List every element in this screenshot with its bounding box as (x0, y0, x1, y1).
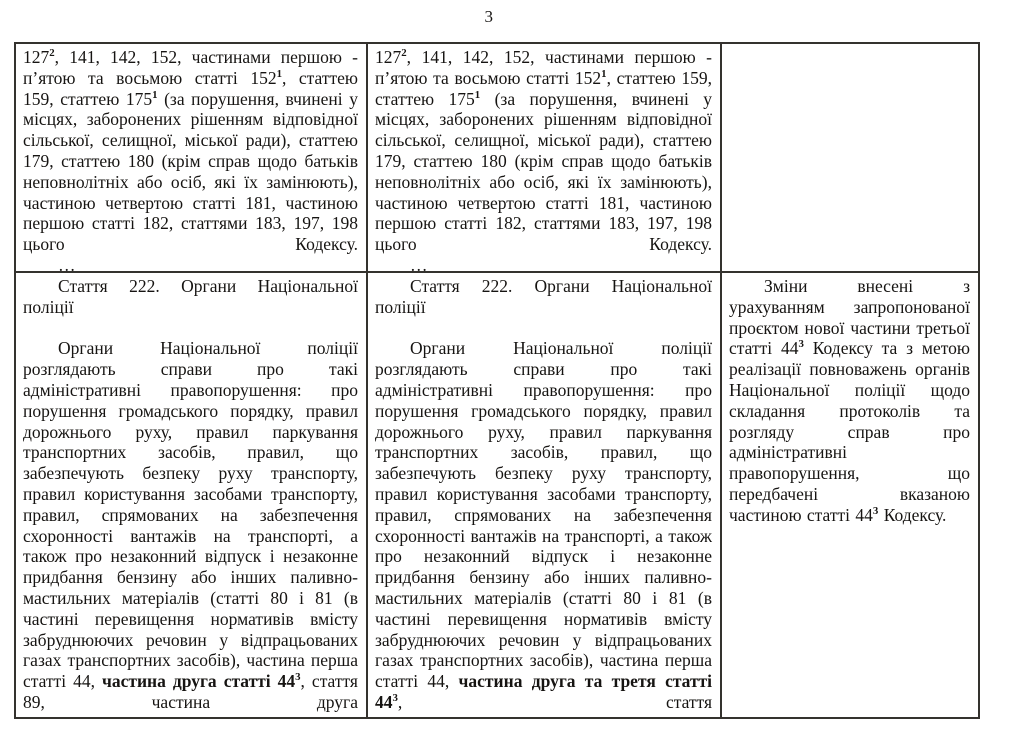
paragraph (375, 276, 712, 318)
paragraph (375, 47, 712, 255)
paragraph (23, 276, 358, 318)
blank-line (375, 318, 712, 339)
superscript-index: 1 (474, 88, 481, 101)
text-run: 175 (125, 88, 153, 109)
table-cell-row2-proposed-code (368, 273, 722, 717)
text-run: 152 (574, 67, 602, 88)
text-run: 127 (375, 47, 402, 67)
text-run: Органи Національної поліції розглядають справи про такі адміністративні правопорушення: про порушення громадського порядку, правил дорожнього руху, правил паркування транспортних засобів, правил, що забезпечують безпеку руху транспорту, правил користування засобами транспорту, правил, спрямованих на забезпечення схоронності вантажів на транспорті, а також про незаконний відпуск і незаконне придбання бензину або інших паливно-мастильних матеріалів (статті 80 і 81 (в частині перевищення нормативів вмісту забруднюючих речовин у відпрацьованих газах транспортних засобів), частина перша статті 44, (23, 338, 358, 692)
superscript-index: 3 (872, 504, 879, 517)
paragraph (729, 276, 970, 526)
table-cell-row1-current-code (16, 44, 368, 273)
superscript-index: 1 (152, 88, 158, 101)
text-run: 127 (23, 47, 50, 67)
text-run: , статтею 159, статтею (375, 67, 712, 109)
superscript-index: 1 (601, 67, 607, 80)
text-run: Органи Національної поліції розглядають справи про такі адміністративні правопорушення: про порушення громадського порядку, правил дорожнього руху, правил паркування транспортних засобів, правил, що забезпечують безпеку руху транспорту, правил користування засобами транспорту, правил, спрямованих на забезпечення схоронності вантажів на транспорті, а також про незаконний відпуск і незаконне придбання бензину або інших паливно-мастильних матеріалів (статті 80 і 81 (в частині перевищення нормативів вмісту забруднюючих речовин у відпрацьованих газах транспортних засобів), частина перша статті 44, (375, 338, 712, 692)
text-run: 152 (250, 67, 277, 88)
superscript-index: 2 (401, 47, 407, 60)
superscript-index: 3 (798, 338, 804, 351)
text-run: частина друга та третя статті 44 (375, 671, 712, 712)
paragraph (375, 255, 712, 273)
text-run: Стаття 222. Органи Національної поліції (375, 276, 712, 317)
paragraph (23, 338, 358, 712)
text-run: (за порушення, вчинені у місцях, заборонених рішенням відповідної сільської, селищної, міської ради), статтею 179, статтею 180 (крім справ щодо батьків неповнолітніх або осіб, які їх замінюють), частиною четвертою статті 181, частиною першою статті 182, статтями 183, 197, 198 цього Кодексу. (23, 88, 358, 255)
table-cell-row2-current-code (16, 273, 368, 717)
text-run: частина друга статті 44 (101, 671, 296, 692)
table-cell-row1-remarks-empty (722, 44, 978, 273)
text-run: , стаття (397, 691, 712, 712)
text-run: Кодексу та з метою реалізації повноважень органів Національної поліції щодо складання протоколів та розгляду справ про адміністративні правопорушення, що передбачені вказаною частиною статті 44 (729, 338, 970, 525)
text-run: … (410, 254, 428, 273)
table-cell-row2-remarks (722, 273, 978, 717)
text-run: Кодексу. (878, 504, 947, 525)
text-run: … (58, 254, 76, 273)
text-run: , 141, 142, 152, частинами першою - п’ятою та восьмою статті (375, 47, 712, 88)
superscript-index: 1 (276, 67, 282, 80)
superscript-index: 3 (295, 671, 301, 684)
paragraph (23, 47, 358, 255)
amendments-comparison-table (14, 42, 980, 719)
text-run: , 141, 142, 152, частинами першою - п’ятою та восьмою статті (23, 47, 358, 88)
superscript-index: 3 (392, 692, 398, 705)
text-run: Зміни внесені з урахуванням запропонованої проєктом нової частини третьої статті 44 (729, 276, 970, 359)
text-run: 175 (448, 88, 475, 109)
superscript-index: 2 (49, 47, 55, 60)
text-run: , статтею 159, статтею (23, 67, 358, 109)
paragraph (375, 338, 712, 712)
page-number: 3 (484, 7, 494, 26)
blank-line (23, 318, 358, 339)
table-cell-row1-proposed-code (368, 44, 722, 273)
text-run: Стаття 222. Органи Національної поліції (23, 276, 358, 317)
text-run: , стаття 89, частина друга (23, 671, 358, 712)
text-run: (за порушення, вчинені у місцях, заборонених рішенням відповідної сільської, селищної, міської ради), статтею 179, статтею 180 (крім справ щодо батьків неповнолітніх або осіб, які їх замінюють), частиною четвертою статті 181, частиною першою статті 182, статтями 183, 197, 198 цього Кодексу. (375, 88, 712, 255)
paragraph (23, 255, 358, 273)
